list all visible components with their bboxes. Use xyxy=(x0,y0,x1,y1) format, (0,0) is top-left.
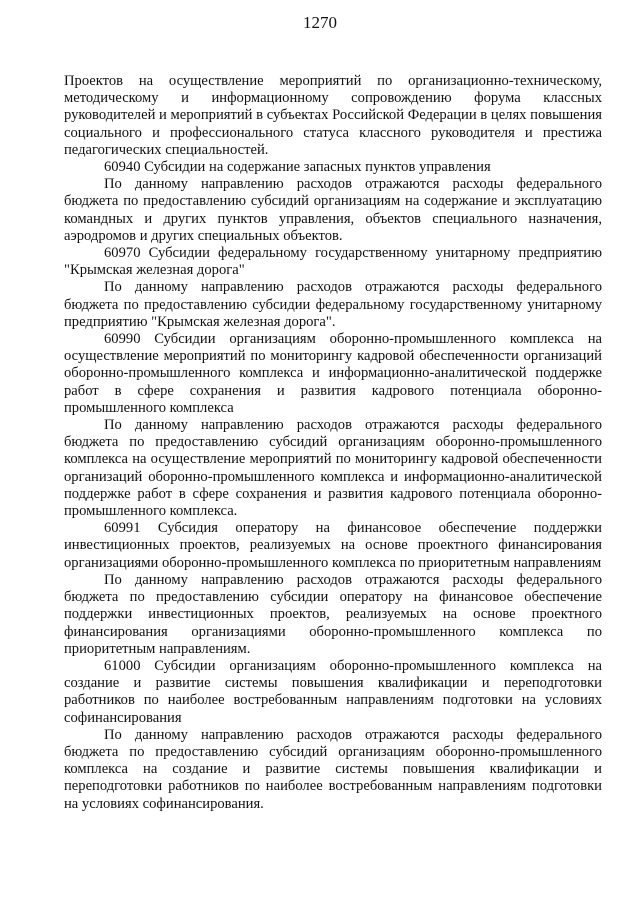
paragraph-continuation: Проектов на осуществление мероприятий по организационно-техническому, методическому и информационному сопровождению форума классных руководителей и мероприятий в субъектах Российской Федерации в целях повышения социального и профессионального статуса классного руководителя и престижа педагогических специальностей. xyxy=(64,73,602,158)
section-heading-60991: 60991 Субсидия оператору на финансовое обеспечение поддержки инвестиционных проектов, реализуемых на основе проектного финансирования организациями оборонно-промышленного комплекса по приоритетным направлениям xyxy=(64,520,602,571)
section-heading-60970: 60970 Субсидии федеральному государственному унитарному предприятию "Крымская железная дорога" xyxy=(64,245,602,279)
document-body xyxy=(64,73,602,813)
section-heading-60990: 60990 Субсидии организациям оборонно-промышленного комплекса на осуществление мероприятий по мониторингу кадровой обеспеченности организаций оборонно-промышленного комплекса и информационно-аналитической поддержке работ в сфере сохранения и развития кадрового потенциала оборонно-промышленного комплекса xyxy=(64,331,602,416)
paragraph-60970-description: По данному направлению расходов отражаются расходы федерального бюджета по предоставлению субсидии федеральному государственному унитарному предприятию "Крымская железная дорога". xyxy=(64,279,602,330)
paragraph-60991-description: По данному направлению расходов отражаются расходы федерального бюджета по предоставлению субсидии оператору на финансовое обеспечение поддержки инвестиционных проектов, реализуемых на основе проектного финансирования организациями оборонно-промышленного комплекса по приоритетным направлениям. xyxy=(64,571,602,657)
section-heading-60940: 60940 Субсидии на содержание запасных пунктов управления xyxy=(104,159,491,176)
paragraph-61000-description: По данному направлению расходов отражаются расходы федерального бюджета по предоставлению субсидий организациям оборонно-промышленного комплекса на создание и развитие системы повышения квалификации и переподготовки работников по наиболее востребованным направлениям подготовки на условиях софинансирования. xyxy=(64,726,602,812)
paragraph-60990-description: По данному направлению расходов отражаются расходы федерального бюджета по предоставлению субсидий организациям оборонно-промышленного комплекса на осуществление мероприятий по мониторингу кадровой обеспеченности организаций оборонно-промышленного комплекса и информационно-аналитической поддержке работ в сфере сохранения и развития кадрового потенциала оборонно-промышленного комплекса. xyxy=(64,417,602,520)
page-number: 1270 xyxy=(303,13,337,32)
paragraph-60940-description: По данному направлению расходов отражаются расходы федерального бюджета по предоставлению субсидий организациям на содержание и эксплуатацию командных и других пунктов управления, объектов специального назначения, аэродромов и других специальных объектов. xyxy=(64,176,602,244)
section-heading-61000: 61000 Субсидии организациям оборонно-промышленного комплекса на создание и развитие системы повышения квалификации и переподготовки работников по наиболее востребованным направлениям подготовки на условиях софинансирования xyxy=(64,657,602,726)
